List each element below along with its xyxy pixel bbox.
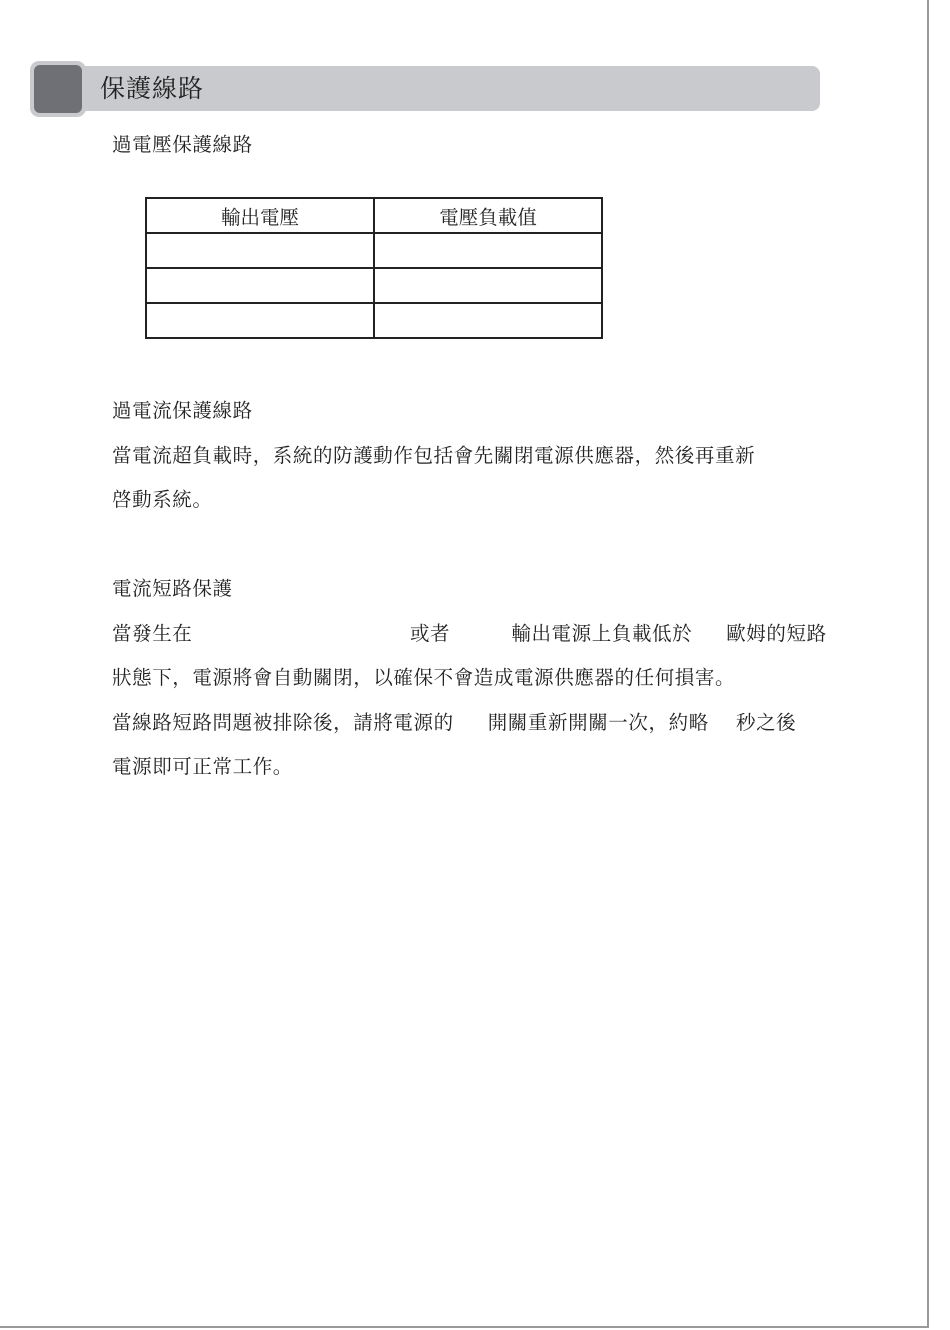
section-header-marker-inner xyxy=(34,65,82,113)
section-header-marker xyxy=(30,61,86,117)
table-cell xyxy=(146,268,374,303)
ocp-paragraph-line: 當電流超負載時，系統的防護動作包括會先關閉電源供應器，然後再重新 xyxy=(112,444,756,467)
table-row xyxy=(146,233,602,268)
table-cell xyxy=(374,268,602,303)
table-cell xyxy=(146,303,374,338)
table-header-voltage-load: 電壓負載值 xyxy=(374,198,602,233)
table-cell xyxy=(146,233,374,268)
table-row xyxy=(146,268,602,303)
page-border-bottom xyxy=(0,1326,929,1328)
ocp-heading: 過電流保護線路 xyxy=(112,399,253,422)
table-header-row xyxy=(146,198,602,233)
section-title: 保護線路 xyxy=(100,74,205,103)
voltage-table xyxy=(145,197,603,339)
scp-heading: 電流短路保護 xyxy=(112,577,233,600)
scp-paragraph-line: 當發生在 或者 輸出電源上負載低於 歐姆的短路 xyxy=(112,622,827,645)
table-header-output-voltage: 輸出電壓 xyxy=(146,198,374,233)
ocp-paragraph-line: 啓動系統。 xyxy=(112,488,213,511)
ovp-heading: 過電壓保護線路 xyxy=(112,133,253,156)
table-cell xyxy=(374,303,602,338)
scp-paragraph-line: 電源即可正常工作。 xyxy=(112,755,293,778)
table-cell xyxy=(374,233,602,268)
table-row xyxy=(146,303,602,338)
scp-paragraph-line: 當線路短路問題被排除後，請將電源的 開關重新開關一次，約略 秒之後 xyxy=(112,711,797,734)
scp-paragraph-line: 狀態下，電源將會自動關閉，以確保不會造成電源供應器的任何損害。 xyxy=(112,666,736,689)
page-border-right xyxy=(927,0,929,1328)
